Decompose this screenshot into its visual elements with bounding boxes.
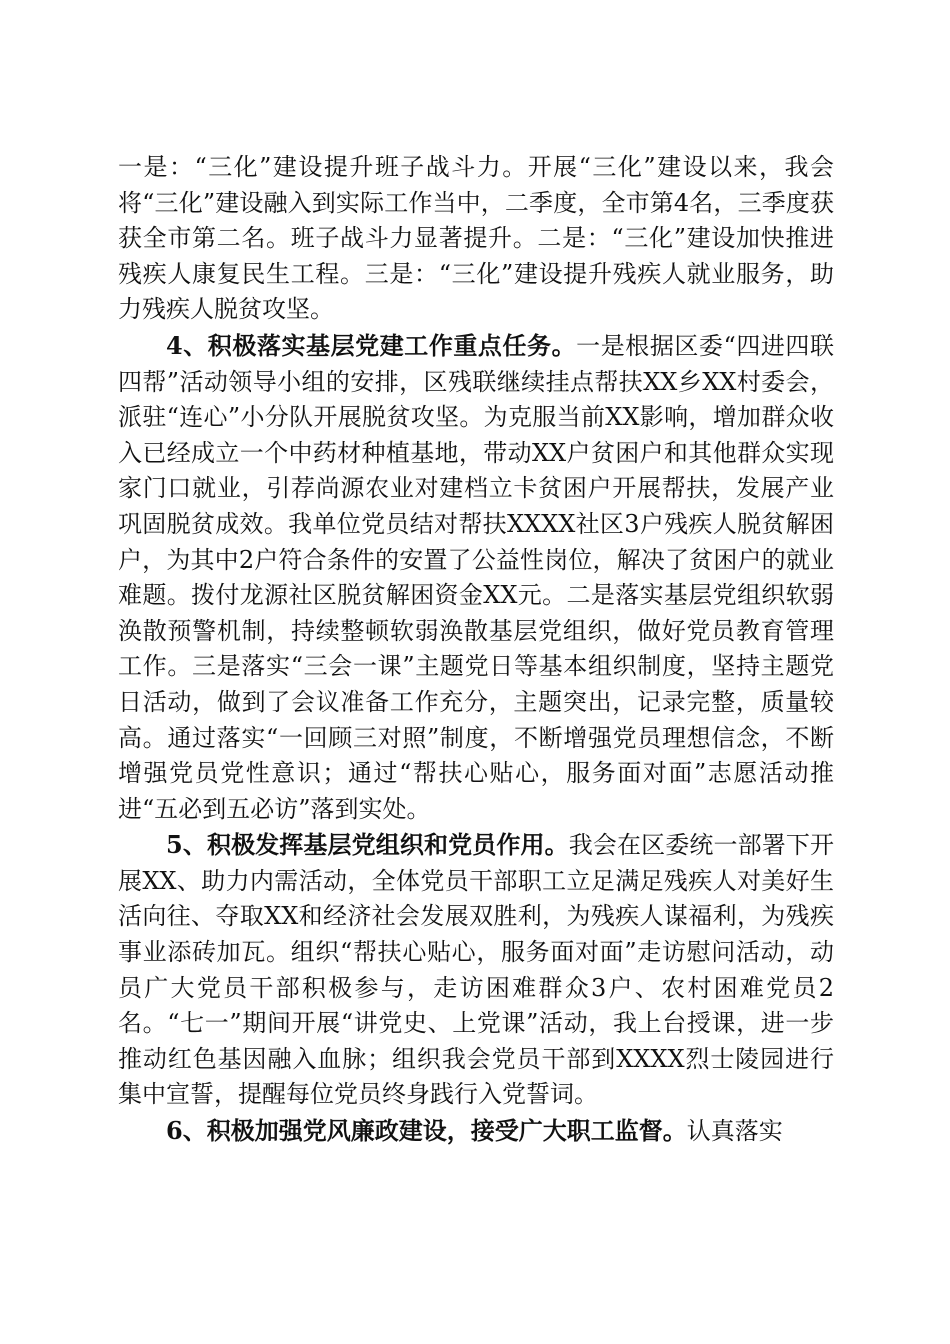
section-heading: 4、积极落实基层党建工作重点任务。 [166,330,577,360]
paragraph-body: 认真落实 [686,1117,783,1146]
paragraph-san-hua [118,150,834,328]
paragraph-party-building-tasks [118,328,834,827]
section-heading: 5、积极发挥基层党组织和党员作用。 [166,830,569,860]
paragraph-body: 一是根据区委“四进四联四帮”活动领导小组的安排，区残联继续挂点帮扶XX乡XX村委会，派驻“连心”小分队开展脱贫攻坚。为克服当前XX影响，增加群众收入已经成立一个中药材种植基地，带动XX户贫困户和其他群众实现家门口就业，引荐尚源农业对建档立卡贫困户开展帮扶，发展产业巩固脱贫成效。我单位党员结对帮扶XXXX社区3户残疾人脱贫解困户，为其中2户符合条件的安置了公益性岗位，解决了贫困户的就业难题。拨付龙源社区脱贫解困资金XX元。二是落实基层党组织软弱涣散预警机制，持续整顿软弱涣散基层党组织，做好党员教育管理工作。三是落实“三会一课”主题党日等基本组织制度，坚持主题党日活动，做到了会议准备工作充分，主题突出，记录完整，质量较高。通过落实“一回顾三对照”制度，不断增强党员理想信念，不断增强党员党性意识；通过“帮扶心贴心，服务面对面”志愿活动推进“五必到五必访”落到实处。 [118,331,834,823]
section-heading: 6、积极加强党风廉政建设，接受广大职工监督。 [166,1116,687,1146]
paragraph-integrity-building [118,1113,834,1150]
paragraph-body: 一是：“三化”建设提升班子战斗力。开展“三化”建设以来，我会将“三化”建设融入到实际工作当中，二季度，全市第4名，三季度获获全市第二名。班子战斗力显著提升。二是：“三化”建设加快推进残疾人康复民生工程。三是：“三化”建设提升残疾人就业服务，助力残疾人脱贫攻坚。 [118,153,834,324]
paragraph-party-member-role [118,827,834,1113]
paragraph-body: 我会在区委统一部署下开展XX、助力内需活动，全体党员干部职工立足满足残疾人对美好生活向往、夺取XX和经济社会发展双胜利，为残疾人谋福利，为残疾事业添砖加瓦。组织“帮扶心贴心，服务面对面”走访慰问活动，动员广大党员干部积极参与，走访困难群众3户、农村困难党员2名。“七一”期间开展“讲党史、上党课”活动，我上台授课，进一步推动红色基因融入血脉；组织我会党员干部到XXXX烈士陵园进行集中宣誓，提醒每位党员终身践行入党誓词。 [118,831,835,1109]
document-page [118,150,834,1150]
